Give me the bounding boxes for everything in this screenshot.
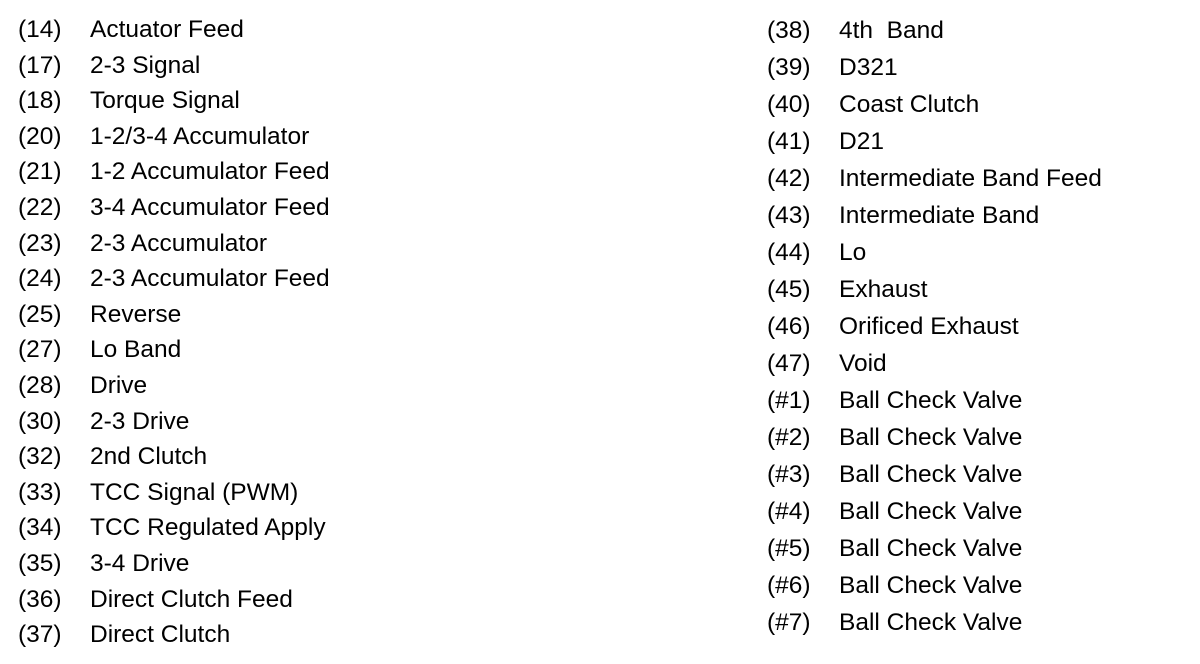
legend-code: (27) bbox=[18, 336, 62, 364]
legend-item bbox=[767, 49, 1102, 86]
legend-item bbox=[767, 493, 1102, 530]
legend-label: 2-3 Accumulator bbox=[90, 229, 268, 257]
legend-item bbox=[18, 48, 330, 84]
legend-code: (#5) bbox=[767, 535, 811, 562]
legend-label: 3-4 Accumulator Feed bbox=[90, 193, 330, 221]
legend-label: D321 bbox=[839, 54, 898, 81]
legend-label: Direct Clutch bbox=[90, 621, 231, 649]
legend-label: Ball Check Valve bbox=[839, 535, 1023, 562]
legend-item bbox=[767, 419, 1102, 456]
legend-code: (24) bbox=[18, 265, 62, 293]
legend-code: (37) bbox=[18, 621, 62, 649]
legend-item bbox=[18, 261, 330, 297]
legend-item bbox=[18, 332, 330, 368]
legend-code: (14) bbox=[18, 16, 62, 43]
legend-item bbox=[18, 297, 330, 333]
legend-label: TCC Regulated Apply bbox=[90, 514, 326, 542]
legend-code: (42) bbox=[767, 165, 811, 192]
legend-code: (25) bbox=[18, 300, 62, 328]
legend-code: (#1) bbox=[767, 387, 811, 414]
legend-label: Ball Check Valve bbox=[839, 609, 1023, 636]
legend-code: (34) bbox=[18, 514, 62, 542]
legend-left-column bbox=[18, 12, 330, 653]
legend-code: (39) bbox=[767, 54, 811, 81]
legend-label: Ball Check Valve bbox=[839, 461, 1023, 488]
legend-label: Orificed Exhaust bbox=[839, 313, 1019, 340]
legend-item bbox=[18, 582, 330, 618]
legend-right-column bbox=[767, 12, 1102, 641]
legend-label: 2-3 Signal bbox=[90, 51, 201, 79]
legend-item bbox=[767, 530, 1102, 567]
legend-code: (#2) bbox=[767, 424, 811, 451]
legend-label: Ball Check Valve bbox=[839, 424, 1023, 451]
legend-label: Void bbox=[839, 350, 887, 377]
legend-code: (#4) bbox=[767, 498, 811, 525]
legend-label: Coast Clutch bbox=[839, 91, 980, 118]
legend-code: (28) bbox=[18, 371, 62, 399]
legend-item bbox=[18, 190, 330, 226]
legend-item bbox=[767, 123, 1102, 160]
legend-item bbox=[767, 567, 1102, 604]
legend-label: Torque Signal bbox=[90, 87, 240, 115]
legend-item bbox=[767, 197, 1102, 234]
legend-item bbox=[18, 404, 330, 440]
legend-label: 3-4 Drive bbox=[90, 549, 190, 577]
legend-code: (#6) bbox=[767, 572, 811, 599]
legend-code: (43) bbox=[767, 202, 811, 229]
legend-code: (35) bbox=[18, 549, 62, 577]
legend-label: TCC Signal (PWM) bbox=[90, 478, 299, 506]
legend-code: (#3) bbox=[767, 461, 811, 488]
legend-label: Ball Check Valve bbox=[839, 498, 1023, 525]
legend-label: 2nd Clutch bbox=[90, 443, 208, 471]
legend-code: (47) bbox=[767, 350, 811, 377]
legend-label: 2-3 Drive bbox=[90, 407, 190, 435]
legend-item bbox=[18, 119, 330, 155]
legend-label: Actuator Feed bbox=[90, 16, 244, 43]
legend-item bbox=[18, 154, 330, 190]
legend-label: Exhaust bbox=[839, 276, 928, 303]
legend-item bbox=[18, 226, 330, 262]
legend-code: (20) bbox=[18, 122, 62, 150]
legend-item bbox=[18, 12, 330, 48]
legend-label: Lo Band bbox=[90, 336, 182, 364]
legend-code: (36) bbox=[18, 585, 62, 613]
legend-code: (44) bbox=[767, 239, 811, 266]
legend-label: Reverse bbox=[90, 300, 182, 328]
legend-label: Intermediate Band Feed bbox=[839, 165, 1102, 192]
legend-item bbox=[767, 234, 1102, 271]
legend-label: 1-2 Accumulator Feed bbox=[90, 158, 330, 186]
legend-label: Direct Clutch Feed bbox=[90, 585, 293, 613]
legend-item bbox=[18, 617, 330, 653]
legend-code: (46) bbox=[767, 313, 811, 340]
legend-code: (22) bbox=[18, 193, 62, 221]
legend-code: (32) bbox=[18, 443, 62, 471]
legend-item bbox=[18, 439, 330, 475]
legend-item bbox=[767, 160, 1102, 197]
legend-label: Drive bbox=[90, 371, 148, 399]
legend-item bbox=[18, 475, 330, 511]
legend-code: (40) bbox=[767, 91, 811, 118]
legend-code: (38) bbox=[767, 17, 811, 44]
legend-code: (23) bbox=[18, 229, 62, 257]
legend-label: Intermediate Band bbox=[839, 202, 1040, 229]
legend-item bbox=[767, 308, 1102, 345]
legend-item bbox=[767, 456, 1102, 493]
legend-label: Ball Check Valve bbox=[839, 387, 1023, 414]
legend-code: (45) bbox=[767, 276, 811, 303]
legend-item bbox=[767, 12, 1102, 49]
legend-label: Lo bbox=[839, 239, 867, 266]
legend-item bbox=[767, 604, 1102, 641]
legend-label: D21 bbox=[839, 128, 884, 155]
legend-code: (41) bbox=[767, 128, 811, 155]
legend-item bbox=[18, 510, 330, 546]
legend-code: (21) bbox=[18, 158, 62, 186]
legend-code: (18) bbox=[18, 87, 62, 115]
legend-label: 1-2/3-4 Accumulator bbox=[90, 122, 310, 150]
legend-code: (33) bbox=[18, 478, 62, 506]
legend-label: 2-3 Accumulator Feed bbox=[90, 265, 330, 293]
legend-label: 4th Band bbox=[839, 17, 944, 44]
legend-item bbox=[18, 546, 330, 582]
legend-item bbox=[767, 382, 1102, 419]
legend-label: Ball Check Valve bbox=[839, 572, 1023, 599]
legend-code: (17) bbox=[18, 51, 62, 79]
legend-item bbox=[18, 83, 330, 119]
legend-item bbox=[18, 368, 330, 404]
legend-item bbox=[767, 86, 1102, 123]
legend-code: (30) bbox=[18, 407, 62, 435]
legend-item bbox=[767, 345, 1102, 382]
legend-code: (#7) bbox=[767, 609, 811, 636]
legend-item bbox=[767, 271, 1102, 308]
